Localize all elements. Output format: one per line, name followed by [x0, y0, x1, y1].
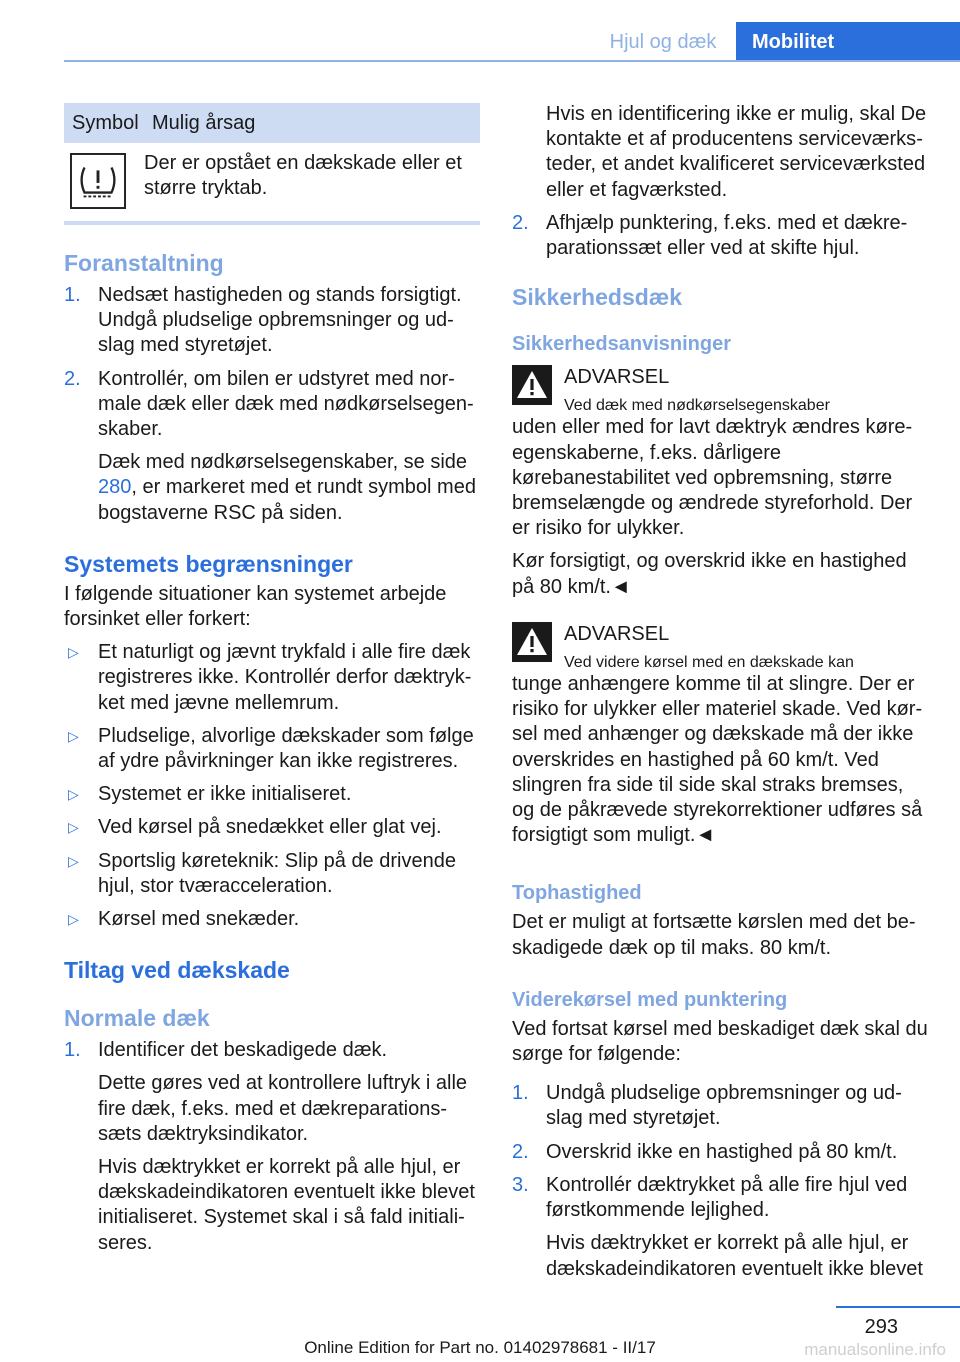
list-item	[64, 815, 480, 840]
limits-heading: Systemets begrænsninger	[64, 550, 353, 577]
list-detail: Hvis dæktrykket er korrekt på alle hjul, er dækskadeindikatoren eventuelt ikke blevet	[546, 1232, 923, 1280]
list-item	[64, 1038, 480, 1256]
triangle-bullet-icon: ▷	[68, 819, 79, 836]
chapter-tab[interactable]: Hjul og dæk	[609, 31, 717, 53]
table-header-cause: Mulig årsag	[144, 103, 480, 143]
continue-driving-heading: Viderekørsel med punktering	[512, 988, 788, 1011]
warning-text: uden eller med for lavt dæktryk ændres køreegenskaberne, f.eks. dårligere kørebanestabilitet ved opbremsning, større bremselængde og ændrede styreforhold. Der er risiko for ulykker.	[512, 416, 913, 540]
tire-pressure-warning-icon	[70, 153, 126, 209]
top-speed-text: Det er muligt at fortsætte kørslen med det beskadigede dæk op til maks. 80 km/t.	[512, 911, 916, 959]
warning-text-first: Ved dæk med nødkørselsegenskaber	[564, 397, 830, 415]
footer-divider	[836, 1306, 960, 1308]
list-number: 1.	[64, 284, 81, 306]
right-column	[512, 102, 928, 1282]
warning-triangle-icon	[512, 365, 552, 405]
safety-notes-heading: Sikkerhedsanvisninger	[512, 333, 731, 356]
left-column	[64, 103, 480, 1256]
measures-heading: Foranstaltning	[64, 250, 224, 276]
list-text: Undgå pludselige opbremsninger og udslag med styretøjet.	[546, 1082, 902, 1130]
table-header-row	[64, 103, 480, 143]
list-item	[64, 724, 480, 774]
warning-text-end: Kør forsigtigt, og overskrid ikke en hastighed på 80 km/t.◄	[512, 550, 907, 598]
list-text: Pludselige, alvorlige dækskader som følge af ydre påvirkninger kan ikke registreres.	[98, 724, 474, 773]
rsc-note-pre: Dæk med nødkørselsegenskaber, se side	[98, 451, 468, 474]
continue-driving-list	[512, 1081, 928, 1281]
list-number: 2.	[512, 211, 529, 234]
list-item	[512, 1081, 928, 1131]
list-item	[64, 640, 480, 716]
triangle-bullet-icon: ▷	[68, 852, 79, 869]
list-item	[512, 211, 928, 261]
list-text: Kontrollér dæktrykket på alle fire hjul ved førstkommende lejlighed.	[546, 1173, 908, 1222]
limits-intro: I følgende situationer kan systemet arbejde forsinket eller forkert:	[64, 582, 447, 631]
warning-label: ADVARSEL	[564, 622, 670, 645]
triangle-bullet-icon: ▷	[68, 727, 79, 744]
cause-cell: Der er opstået en dækskade eller et større tryktab.	[144, 152, 462, 199]
list-item	[512, 102, 928, 203]
page-header	[0, 0, 960, 62]
normal-tyres-heading: Normale dæk	[64, 1005, 210, 1032]
list-text: Kontrollér, om bilen er udstyret med normale dæk eller dæk med nødkørselsegenskaber.	[98, 367, 474, 441]
list-text: Et naturligt og jævnt trykfald i alle fire dæk registreres ikke. Kontrollér derfor dæktrykket med jævne mellemrum.	[98, 641, 472, 714]
symbol-cell	[64, 143, 144, 209]
list-text: Overskrid ikke en hastighed på 80 km/t.	[546, 1140, 898, 1163]
normal-tyres-list	[64, 1038, 480, 1256]
page-link-280[interactable]: 280	[98, 476, 132, 499]
table-end-rule	[64, 221, 480, 225]
watermark: manualsonline.info	[804, 1340, 946, 1359]
section-tab[interactable]: Mobilitet	[736, 22, 960, 62]
list-detail: Dette gøres ved at kontrollere luftryk i alle fire dæk, f.eks. med et dækreparationssæts dæktryksindikator.	[98, 1072, 468, 1145]
list-number: 2.	[512, 1140, 529, 1163]
triangle-bullet-icon: ▷	[68, 644, 79, 661]
list-text: Sportslig køreteknik: Slip på de drivende hjul, stor tværacceleration.	[98, 849, 456, 897]
list-item	[64, 367, 480, 443]
rsc-note-post: , er markeret med et rundt symbol med bogstaverne RSC på siden.	[98, 476, 476, 524]
list-item	[512, 1173, 928, 1282]
safety-tyres-heading: Sikkerhedsdæk	[512, 284, 683, 311]
warning-triangle-icon	[512, 622, 552, 662]
list-text: Afhjælp punktering, f.eks. med et dækreparationssæt eller ved at skifte hjul.	[546, 211, 908, 260]
symbol-table	[64, 103, 480, 209]
list-item	[64, 782, 480, 807]
damage-heading: Tiltag ved dækskade	[64, 957, 290, 984]
warning-text: tunge anhængere komme til at slingre. Der er risiko for ulykker eller materiel skade. Ved kørsel med anhænger og dækskade må der ikke overskrides en hastighed på 60 km/t. Ved slingren fra side til side skal straks bremses, og de påkrævede styrekorrektioner udføres så forsigtigt som muligt.◄	[512, 673, 923, 847]
list-number: 3.	[512, 1173, 529, 1196]
list-text: Kørsel med snekæder.	[98, 908, 300, 931]
edition-footer: Online Edition for Part no. 01402978681 - II/17	[304, 1338, 656, 1357]
list-item	[64, 907, 480, 932]
warning-label: ADVARSEL	[564, 366, 670, 389]
header-divider	[64, 60, 960, 62]
list-item	[64, 283, 480, 359]
list-number: 1.	[512, 1082, 529, 1105]
table-header-symbol: Symbol	[64, 103, 144, 143]
list-detail: Hvis dæktrykket er korrekt på alle hjul, er dækskadeindikatoren eventuelt ikke blevet initialiseret. Systemet skal i så fald initialiseres.	[98, 1156, 475, 1254]
list-number: 1.	[64, 1039, 81, 1062]
list-detail: Hvis en identificering ikke er mulig, skal De kontakte et af producentens serviceværksteder, et andet kvalificeret serviceværksted eller et fagværksted.	[546, 103, 927, 201]
list-text: Systemet er ikke initialiseret.	[98, 783, 352, 806]
triangle-bullet-icon: ▷	[68, 786, 79, 803]
list-item	[512, 1140, 928, 1165]
list-item	[64, 849, 480, 899]
top-speed-heading: Tophastighed	[512, 882, 642, 905]
triangle-bullet-icon: ▷	[68, 911, 79, 928]
warning-block-1	[512, 365, 928, 600]
continue-driving-text: Ved fortsat kørsel med beskadiget dæk skal du sørge for følgende:	[512, 1017, 928, 1066]
table-row	[64, 143, 480, 209]
list-number: 2.	[64, 367, 81, 390]
measures-list	[64, 283, 480, 526]
list-text: Identificer det beskadigede dæk.	[98, 1039, 388, 1062]
rsc-note	[64, 450, 480, 526]
list-text: Nedsæt hastigheden og stands forsigtigt. Undgå pludselige opbremsninger og udslag med styretøjet.	[98, 284, 462, 357]
warning-text-first: Ved videre kørsel med en dækskade kan	[564, 654, 854, 672]
rsc-note-text	[98, 450, 480, 526]
warning-block-2	[512, 622, 928, 849]
page-number: 293	[864, 1316, 898, 1338]
limits-list	[64, 640, 480, 932]
list-text: Ved kørsel på snedækket eller glat vej.	[98, 816, 442, 839]
